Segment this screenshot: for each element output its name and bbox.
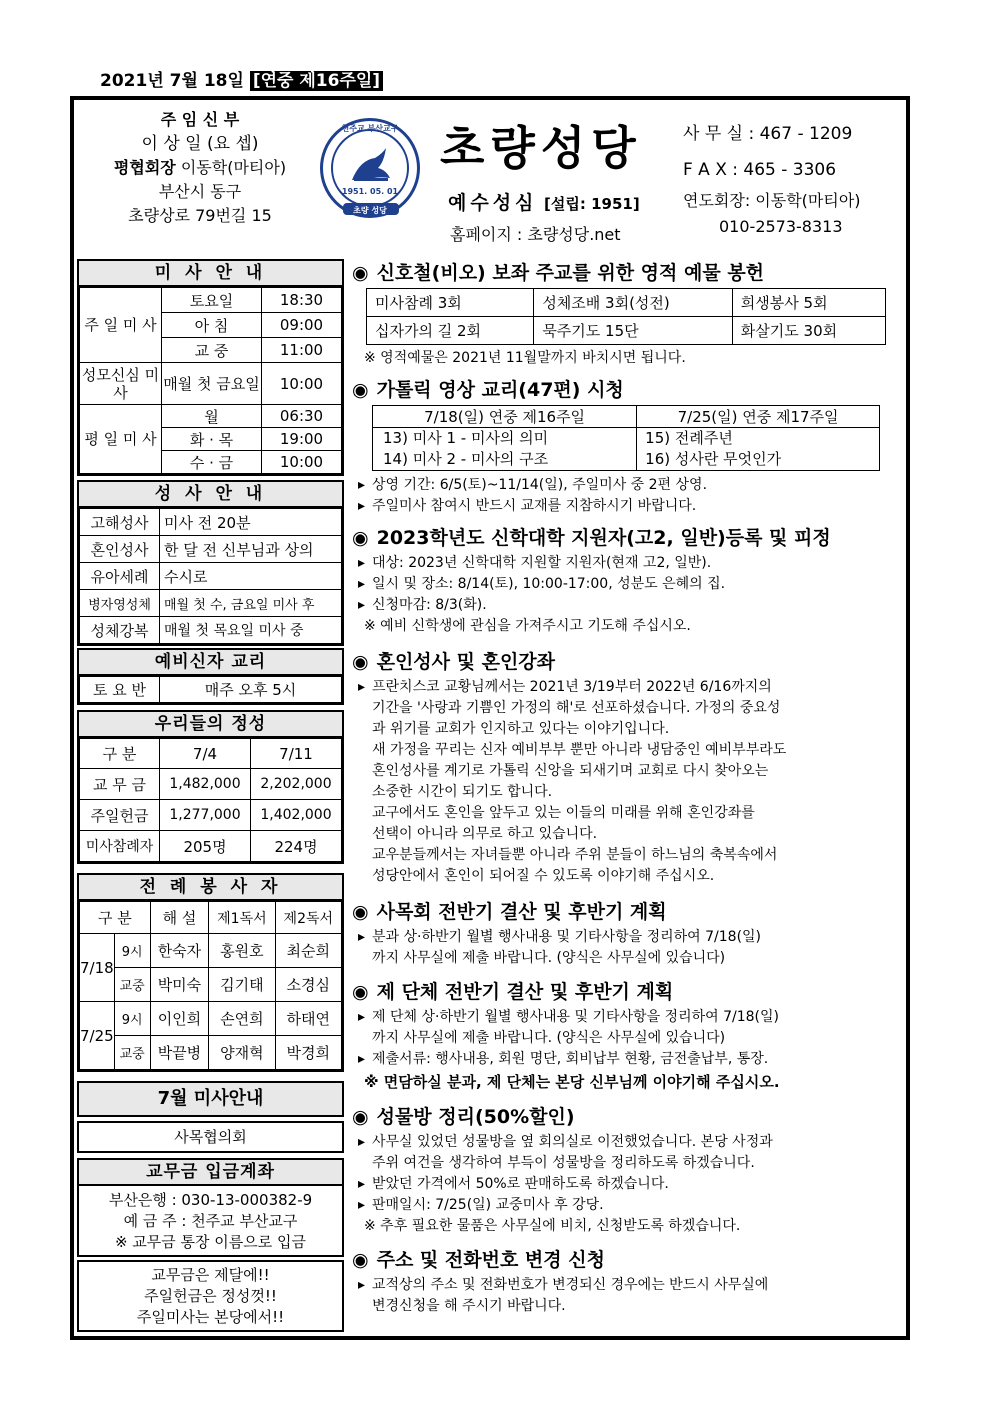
gift-cell: 십자가의 길 2회 — [367, 317, 534, 345]
target-bullet-icon: ◉ — [352, 262, 369, 284]
sacrament-name: 혼인성사 — [80, 536, 160, 563]
liturgy-person: 소경심 — [275, 968, 341, 1002]
section-title-spiritual-gift — [352, 258, 906, 288]
bullet-continuation: 주위 여건을 생각하여 부득이 성물방을 정리하도록 하겠습니다. — [372, 1155, 755, 1171]
section-title-seminary — [352, 523, 906, 553]
heart-mass-time: 10:00 — [262, 363, 342, 405]
spiritual-gift-table — [366, 288, 886, 345]
homepage-link[interactable]: 홈페이지 : 초량성당.net — [450, 225, 621, 244]
offering-value: 2,202,000 — [251, 769, 342, 800]
mass-info-title: 미 사 안 내 — [79, 261, 342, 287]
offering-label: 주일헌금 — [80, 800, 160, 831]
section-title-organizations — [352, 977, 906, 1007]
july-mass-value: 사목협의회 — [174, 1128, 247, 1146]
sunday-time: 11:00 — [262, 338, 342, 363]
weekday-day: 수 · 금 — [162, 451, 262, 474]
offering-header: 7/4 — [160, 739, 251, 769]
arrow-bullet-icon: ▸ — [358, 1197, 366, 1213]
video-catechism-table — [372, 405, 880, 471]
gift-cell: 화살기도 30회 — [732, 317, 885, 345]
bullet-text: 제 단체 상·하반기 월별 행사내용 및 기타사항을 정리하여 7/18(일) — [372, 1009, 779, 1025]
arrow-bullet-icon: ▸ — [358, 1277, 366, 1293]
video-episode: 14) 미사 2 - 미사의 구조 — [383, 450, 549, 468]
marriage-line: 기간을 '사랑과 기쁨인 가정의 해'로 선포하셨습니다. 가정의 중요성 — [372, 700, 781, 716]
seminary-note: ※ 예비 신학생에 관심을 가져주시고 기도해 주십시오. — [364, 618, 691, 634]
announcements-column — [352, 258, 906, 1317]
marriage-line: 과 위기를 교회가 인지하고 있다는 이야기입니다. — [372, 721, 670, 737]
marriage-line: 혼인성사를 계기로 가톨릭 신앙을 되새기며 교회로 다시 찾아오는 — [372, 763, 769, 779]
liturgy-header: 제2독서 — [275, 902, 341, 934]
target-bullet-icon: ◉ — [352, 527, 369, 549]
arrow-bullet-icon: ▸ — [358, 555, 366, 571]
bullet-item — [352, 595, 906, 616]
sacrament-detail: 수시로 — [160, 563, 342, 590]
marriage-body — [352, 698, 906, 887]
catechumen-class: 토 요 반 — [80, 677, 160, 703]
liturgy-box — [77, 873, 344, 1072]
bullet-continuation: 까지 사무실에 제출 바랍니다. (양식은 사무실에 있습니다) — [372, 1030, 726, 1046]
bank-note: ※ 교무금 통장 이름으로 입금 — [114, 1233, 307, 1251]
liturgy-date: 7/25 — [80, 1002, 115, 1070]
video-col-head: 7/25(일) 연중 제17주일 — [637, 406, 880, 428]
religious-goods-note: ※ 추후 필요한 물품은 사무실에 비치, 신청받도록 하겠습니다. — [364, 1218, 741, 1234]
issue-date-text: 2021년 7월 18일 — [100, 71, 244, 91]
marriage-line: 선택이 아니라 의무로 하고 있습니다. — [372, 826, 598, 842]
address-line-2: 초량상로 79번길 15 — [128, 206, 272, 225]
bullet-text: 분과 상·하반기 월별 행사내용 및 기타사항을 정리하여 7/18(일) — [372, 929, 762, 945]
bullet-text: 판매일시: 7/25(일) 교중미사 후 강당. — [372, 1197, 604, 1213]
arrow-bullet-icon: ▸ — [358, 929, 366, 945]
mass-schedule-table — [79, 287, 342, 474]
parish-info — [80, 108, 320, 228]
section-heading: 혼인성사 및 혼인강좌 — [376, 651, 556, 673]
liturgy-person: 손연희 — [209, 1002, 275, 1036]
july-mass-title: 7월 미사안내 — [79, 1083, 342, 1115]
section-title-address-change — [352, 1245, 906, 1275]
sacrament-box — [77, 480, 344, 646]
offering-box — [77, 710, 344, 864]
bank-account: 부산은행 : 030-13-000382-9 — [108, 1191, 313, 1209]
marriage-line: 교구에서도 혼인을 앞두고 있는 이들의 미래를 위해 혼인강좌를 — [372, 805, 755, 821]
sacrament-name: 유아세례 — [80, 563, 160, 590]
video-episode: 16) 성사란 무엇인가 — [645, 450, 782, 468]
bullet-item — [352, 1049, 906, 1070]
catechumen-title: 예비신자 교리 — [79, 650, 342, 676]
target-bullet-icon: ◉ — [352, 379, 369, 401]
gift-cell: 성체조배 3회(성전) — [534, 289, 732, 317]
weekday-time: 19:00 — [262, 428, 342, 451]
liturgy-title: 전 례 봉 사 자 — [79, 875, 342, 901]
catechumen-table — [79, 676, 342, 703]
slogan-line: 주일미사는 본당에서!! — [136, 1308, 285, 1326]
liturgy-mass: 9시 — [114, 934, 150, 968]
section-title-video-catechism — [352, 375, 906, 405]
sunday-day: 토요일 — [162, 288, 262, 313]
heart-mass-label: 성모신심 미 사 — [80, 363, 162, 405]
liturgy-person: 최순희 — [275, 934, 341, 968]
office-phone: 사 무 실 : 467 - 1209 — [683, 124, 853, 144]
bullet-text: 받았던 가격에서 50%로 판매하도록 하겠습니다. — [372, 1176, 669, 1192]
bullet-item — [352, 1195, 906, 1216]
bullet-item — [352, 574, 906, 595]
council-label: 평협회장 — [113, 158, 176, 177]
offering-value: 224명 — [251, 831, 342, 862]
offering-title: 우리들의 정성 — [79, 712, 342, 738]
priest-name: 이 상 일 (요 셉) — [141, 134, 259, 154]
target-bullet-icon: ◉ — [352, 651, 369, 673]
weekday-mass-label: 평 일 미 사 — [80, 405, 162, 474]
bullet-text: 제출서류: 행사내용, 회원 명단, 회비납부 현황, 금전출납부, 통장. — [372, 1051, 769, 1067]
sunday-time: 09:00 — [262, 313, 342, 338]
seal-bottom-text: 초량 성당 — [353, 206, 387, 215]
liturgy-table — [79, 901, 342, 1070]
patron-line — [448, 188, 640, 215]
slogan-lines — [79, 1262, 342, 1330]
section-heading: 2023학년도 신학대학 지원자(고2, 일반)등록 및 피정 — [376, 527, 831, 549]
seal-year: 1951. 05. 01 — [341, 187, 399, 196]
section-title-pastoral-council — [352, 897, 906, 927]
gift-cell: 미사참례 3회 — [367, 289, 534, 317]
liturgy-person: 박경희 — [275, 1036, 341, 1070]
council-line — [80, 156, 320, 180]
arrow-bullet-icon: ▸ — [358, 1009, 366, 1025]
marriage-line: 새 가정을 꾸리는 신자 예비부부 뿐만 아니라 냉담중인 예비부부라도 — [372, 742, 787, 758]
bank-box — [77, 1158, 344, 1257]
video-episode: 13) 미사 1 - 미사의 의미 — [383, 429, 549, 447]
target-bullet-icon: ◉ — [352, 901, 369, 923]
bullet-item — [352, 1132, 906, 1153]
bullet-text: 사무실 있었던 성물방을 옆 회의실로 이전했었습니다. 본당 사정과 — [372, 1134, 773, 1150]
slogan-line: 주일헌금은 정성껏!! — [144, 1287, 277, 1305]
july-mass-title-box — [77, 1081, 344, 1117]
marriage-line: 성당안에서 혼인이 되어질 수 있도록 이야기해 주십시오. — [372, 868, 715, 884]
sunday-mass-label: 주 일 미 사 — [80, 288, 162, 363]
founded-year: [설립: 1951] — [544, 195, 640, 213]
liturgy-mass: 교중 — [114, 968, 150, 1002]
liturgy-date: 7/18 — [80, 934, 115, 1002]
catechumen-box — [77, 648, 344, 705]
liturgy-person: 한숙자 — [150, 934, 209, 968]
offering-value: 1,277,000 — [160, 800, 251, 831]
video-episode: 15) 전례주년 — [645, 429, 733, 447]
sacrament-title: 성 사 안 내 — [79, 482, 342, 508]
offering-header: 구 분 — [80, 739, 160, 769]
bullet-item — [352, 1275, 906, 1296]
sunday-day: 아 침 — [162, 313, 262, 338]
weekday-day: 월 — [162, 405, 262, 428]
offering-value: 1,402,000 — [251, 800, 342, 831]
sacrament-detail: 미사 전 20분 — [160, 509, 342, 536]
parish-seal-logo — [320, 118, 420, 218]
bullet-item — [352, 553, 906, 574]
liturgy-header: 구 분 — [80, 902, 151, 934]
contact-info — [683, 116, 861, 240]
heart-mass-day: 매월 첫 금요일 — [162, 363, 262, 405]
patron-name: 예수성심 — [448, 192, 538, 214]
issue-date — [100, 66, 383, 91]
section-heading: 제 단체 전반기 결산 및 후반기 계획 — [376, 981, 674, 1003]
video-col-1 — [373, 428, 637, 471]
video-col-head: 7/18(일) 연중 제16주일 — [373, 406, 637, 428]
fax-number: F A X : 465 - 3306 — [683, 160, 837, 180]
liturgy-header: 제1독서 — [209, 902, 275, 934]
section-title-marriage — [352, 647, 906, 677]
slogan-box — [77, 1260, 344, 1332]
liturgical-week-tag: [연중 제16주일] — [250, 71, 383, 91]
liturgy-person: 하태연 — [275, 1002, 341, 1036]
liturgy-header: 해 설 — [150, 902, 209, 934]
offering-header: 7/11 — [251, 739, 342, 769]
address-line-1: 부산시 동구 — [158, 182, 242, 201]
offering-label: 교 무 금 — [80, 769, 160, 800]
organizations-note: ※ 면담하실 분과, 제 단체는 본당 신부님께 이야기해 주십시오. — [364, 1073, 780, 1091]
july-mass-box — [77, 1121, 344, 1153]
bullet-item — [352, 475, 906, 496]
liturgy-mass: 9시 — [114, 1002, 150, 1036]
sacrament-detail: 한 달 전 신부님과 상의 — [160, 536, 342, 563]
sacrament-name: 고해성사 — [80, 509, 160, 536]
yeondo-phone: 010-2573-8313 — [719, 217, 843, 236]
arrow-bullet-icon: ▸ — [358, 498, 366, 514]
section-heading: 사목회 전반기 결산 및 후반기 계획 — [376, 901, 667, 923]
bullet-text: 신청마감: 8/3(화). — [372, 597, 487, 613]
arrow-bullet-icon: ▸ — [358, 477, 366, 493]
offering-value: 1,482,000 — [160, 769, 251, 800]
arrow-bullet-icon: ▸ — [358, 1134, 366, 1150]
slogan-line: 교무금은 제달에!! — [151, 1266, 270, 1284]
target-bullet-icon: ◉ — [352, 1106, 369, 1128]
arrow-bullet-icon: ▸ — [358, 1051, 366, 1067]
target-bullet-icon: ◉ — [352, 981, 369, 1003]
liturgy-person: 박끝병 — [150, 1036, 209, 1070]
gift-cell: 묵주기도 15단 — [534, 317, 732, 345]
section-heading: 주소 및 전화번호 변경 신청 — [376, 1249, 605, 1271]
priest-title: 주 임 신 부 — [160, 110, 240, 129]
section-heading: 신호철(비오) 보좌 주교를 위한 영적 예물 봉헌 — [376, 262, 765, 284]
sacrament-detail: 매월 첫 목요일 미사 중 — [160, 617, 342, 644]
liturgy-person: 홍원호 — [209, 934, 275, 968]
weekday-time: 10:00 — [262, 451, 342, 474]
bank-details — [79, 1186, 342, 1255]
bullet-continuation: 까지 사무실에 제출 바랍니다. (양식은 사무실에 있습니다) — [372, 950, 726, 966]
bullet-text: 교적상의 주소 및 전화번호가 변경되신 경우에는 반드시 사무실에 — [372, 1277, 769, 1293]
bullet-item — [352, 1007, 906, 1028]
bank-title: 교무금 입금계좌 — [79, 1160, 342, 1186]
video-col-2 — [637, 428, 880, 471]
bank-holder: 예 금 주 : 천주교 부산교구 — [123, 1212, 298, 1230]
bullet-item — [352, 677, 906, 698]
bullet-text: 상영 기간: 6/5(토)~11/14(일), 주일미사 중 2편 상영. — [372, 477, 708, 493]
marriage-line: 소중한 시간이 되기도 합니다. — [372, 784, 553, 800]
marriage-line: 교우분들께서는 자녀들뿐 아니라 주위 분들이 하느님의 축복속에서 — [372, 847, 778, 863]
weekday-time: 06:30 — [262, 405, 342, 428]
arrow-bullet-icon: ▸ — [358, 1176, 366, 1192]
seal-top-text: 천주교 부산교구 — [341, 124, 399, 133]
sunday-day: 교 중 — [162, 338, 262, 363]
liturgy-mass: 교중 — [114, 1036, 150, 1070]
liturgy-person: 양재혁 — [209, 1036, 275, 1070]
sacrament-detail: 매월 첫 수, 금요일 미사 후 — [160, 590, 342, 617]
bullet-continuation: 변경신청을 해 주시기 바랍니다. — [372, 1298, 566, 1314]
sacrament-name: 병자영성체 — [80, 590, 160, 617]
mass-info-box — [77, 259, 344, 476]
yeondo-leader: 연도회장: 이동학(마티아) — [683, 191, 861, 210]
sacrament-table — [79, 508, 342, 644]
target-bullet-icon: ◉ — [352, 1249, 369, 1271]
bullet-text: 주일미사 참여시 반드시 교재를 지참하시기 바랍니다. — [372, 498, 697, 514]
bullet-item — [352, 927, 906, 948]
bullet-item — [352, 496, 906, 517]
offering-value: 205명 — [160, 831, 251, 862]
council-name: 이동학(마티아) — [180, 158, 287, 177]
sacrament-name: 성체강복 — [80, 617, 160, 644]
arrow-bullet-icon: ▸ — [358, 679, 366, 695]
gift-cell: 희생봉사 5회 — [732, 289, 885, 317]
liturgy-person: 이인희 — [150, 1002, 209, 1036]
bullet-text: 일시 및 장소: 8/14(토), 10:00-17:00, 성분도 은혜의 집. — [372, 576, 726, 592]
liturgy-person: 박미숙 — [150, 968, 209, 1002]
sunday-time: 18:30 — [262, 288, 342, 313]
arrow-bullet-icon: ▸ — [358, 576, 366, 592]
catechumen-time: 매주 오후 5시 — [160, 677, 342, 703]
section-title-religious-goods — [352, 1102, 906, 1132]
liturgy-person: 김기태 — [209, 968, 275, 1002]
bullet-text: 프란치스코 교황님께서는 2021년 3/19부터 2022년 6/16까지의 — [372, 679, 772, 695]
spiritual-gift-note: ※ 영적예물은 2021년 11월말까지 바치시면 됩니다. — [364, 350, 686, 366]
bullet-text: 대상: 2023년 신학대학 지원할 지원자(현재 고2, 일반). — [372, 555, 712, 571]
bullet-item — [352, 1174, 906, 1195]
section-heading: 성물방 정리(50%할인) — [376, 1106, 575, 1128]
arrow-bullet-icon: ▸ — [358, 597, 366, 613]
weekday-day: 화 · 목 — [162, 428, 262, 451]
offering-label: 미사참례자 — [80, 831, 160, 862]
section-heading: 가톨릭 영상 교리(47편) 시청 — [376, 379, 624, 401]
church-name: 초량성당 — [440, 121, 642, 175]
offering-table — [79, 738, 342, 862]
